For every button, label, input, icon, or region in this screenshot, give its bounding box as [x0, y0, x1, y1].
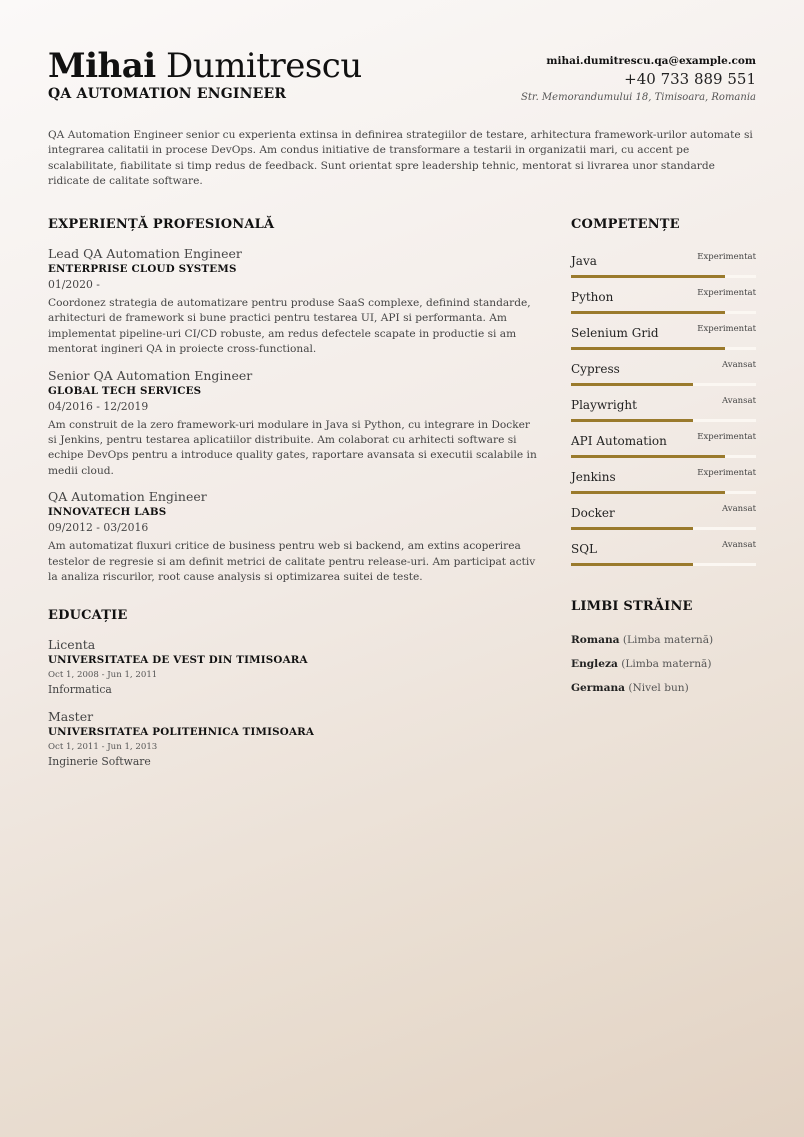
skill-level: Experimentat — [697, 432, 756, 442]
skill-bar — [571, 527, 756, 530]
language-item — [571, 652, 756, 676]
skill-bar-fill — [571, 419, 693, 422]
language-level: (Limba maternă) — [621, 658, 712, 670]
resume-header — [48, 46, 756, 116]
skill-bar-fill — [571, 311, 725, 314]
skill-bar — [571, 491, 756, 494]
skill-bar-fill — [571, 491, 725, 494]
skill-name: SQL — [571, 542, 598, 556]
skill-name: Cypress — [571, 362, 620, 376]
skill-item — [571, 284, 756, 320]
job-dates: 09/2012 - 03/2016 — [48, 521, 149, 535]
job-company: GLOBAL TECH SERVICES — [48, 384, 202, 397]
job-description: Coordonez strategia de automatizare pentru produse SaaS complexe, definind standarde, arhitecturi de framework si bune practici pentru testarea UI, API si performanta. Am implementat pipeline-uri CI/CD robuste, am redus defectele scapate in productie si am mentorat ingineri QA in proiecte cross-functional. — [48, 297, 531, 356]
language-item — [571, 676, 756, 700]
edu-dates: Oct 1, 2011 - Jun 1, 2013 — [48, 742, 158, 753]
skill-bar — [571, 419, 756, 422]
skill-name: Python — [571, 290, 614, 304]
edu-degree: Licenta — [48, 637, 96, 653]
skills-heading: COMPETENȚE — [571, 217, 680, 232]
education-item — [48, 637, 538, 697]
edu-dates: Oct 1, 2008 - Jun 1, 2011 — [48, 670, 158, 681]
job-dates: 04/2016 - 12/2019 — [48, 399, 149, 413]
skill-item — [571, 428, 756, 464]
last-name: Dumitrescu — [166, 46, 362, 86]
language-name: Engleza — [571, 658, 618, 670]
language-name: Germana — [571, 682, 626, 694]
skill-name: Java — [571, 254, 597, 268]
skill-level: Avansat — [722, 360, 756, 370]
job-description: Am construit de la zero framework-uri modulare in Java si Python, cu integrare in Docker si Jenkins, pentru testarea aplicatiilor distribuite. Am colaborat cu arhitecti software si echipe DevOps pentru a introduce quality gates, raportare avansata si executii scalabile in medii cloud. — [48, 418, 537, 477]
job-role: QA Automation Engineer — [48, 489, 207, 505]
skills-list — [571, 248, 756, 572]
edu-school: UNIVERSITATEA DE VEST DIN TIMISOARA — [48, 654, 308, 667]
skill-bar-fill — [571, 275, 725, 278]
skill-bar-fill — [571, 563, 693, 566]
job-dates: 01/2020 - — [48, 278, 100, 291]
phone-number[interactable]: +40 733 889 551 — [624, 70, 756, 88]
languages-section — [571, 598, 756, 700]
job-title: QA AUTOMATION ENGINEER — [48, 86, 287, 102]
edu-field: Informatica — [48, 683, 112, 697]
skill-level: Experimentat — [697, 324, 756, 334]
language-level: (Limba maternă) — [622, 634, 714, 646]
skill-bar — [571, 383, 756, 386]
skill-bar-fill — [571, 455, 725, 458]
skill-level: Experimentat — [697, 252, 756, 262]
skill-name: Docker — [571, 506, 615, 520]
skill-level: Experimentat — [697, 468, 756, 478]
skill-level: Avansat — [722, 504, 756, 514]
skill-name: API Automation — [571, 434, 667, 448]
first-name: Mihai — [48, 46, 156, 86]
sidebar-column — [571, 216, 756, 700]
education-item — [48, 709, 538, 769]
skill-item — [571, 500, 756, 536]
job-company: INNOVATECH LABS — [48, 506, 167, 519]
skill-name: Playwright — [571, 398, 637, 412]
address: Str. Memorandumului 18, Timisoara, Romania — [521, 92, 756, 103]
skill-bar — [571, 275, 756, 278]
edu-degree: Master — [48, 709, 94, 725]
skill-item — [571, 392, 756, 428]
main-column — [48, 216, 538, 769]
experience-item — [48, 368, 538, 480]
skill-item — [571, 356, 756, 392]
experience-heading: EXPERIENȚĂ PROFESIONALĂ — [48, 217, 275, 232]
skill-bar-fill — [571, 527, 693, 530]
skill-name: Selenium Grid — [571, 326, 659, 340]
skill-item — [571, 464, 756, 500]
job-role: Lead QA Automation Engineer — [48, 246, 242, 261]
experience-item — [48, 489, 538, 585]
skill-level: Experimentat — [697, 288, 756, 298]
skill-level: Avansat — [722, 540, 756, 550]
language-item — [571, 628, 756, 652]
language-name: Romana — [571, 634, 620, 646]
edu-school: UNIVERSITATEA POLITEHNICA TIMISOARA — [48, 726, 315, 739]
skill-item — [571, 536, 756, 572]
contact-info — [521, 54, 756, 105]
job-role: Senior QA Automation Engineer — [48, 367, 253, 383]
language-level: (Nivel bun) — [628, 682, 689, 694]
languages-list — [571, 628, 756, 700]
skill-item — [571, 320, 756, 356]
experience-item — [48, 246, 538, 358]
full-name — [48, 46, 362, 86]
job-description: Am automatizat fluxuri critice de business pentru web si backend, am extins acoperirea testelor de regresie si am definit metrici de calitate pentru release-uri. Am participat activ la analiza riscurilor, root cause analysis si optimizarea suitei de teste. — [48, 540, 536, 584]
edu-field: Inginerie Software — [48, 755, 151, 769]
skill-bar — [571, 347, 756, 350]
job-company: ENTERPRISE CLOUD SYSTEMS — [48, 263, 237, 275]
skill-item — [571, 248, 756, 284]
languages-heading: LIMBI STRĂINE — [571, 599, 693, 614]
skill-bar — [571, 455, 756, 458]
education-heading: EDUCAȚIE — [48, 608, 128, 624]
skill-bar — [571, 311, 756, 314]
skill-name: Jenkins — [571, 470, 616, 484]
skill-bar — [571, 563, 756, 566]
skill-bar-fill — [571, 383, 693, 386]
education-section — [48, 607, 538, 769]
profile-summary: QA Automation Engineer senior cu experienta extinsa in definirea strategiilor de testare, arhitectura framework-urilor automate si integrarea calitatii in procese DevOps. Am condus initiative de transformare a testarii in organizatii mari, cu accent pe scalabilitate, fiabilitate si timp redus de feedback. Sunt orientat spre leadership tehnic, mentorat si livrarea unor standarde ridicate de calitate software. — [48, 129, 753, 188]
skill-bar-fill — [571, 347, 725, 350]
skill-level: Avansat — [722, 396, 756, 406]
email-link[interactable]: mihai.dumitrescu.qa@example.com — [546, 55, 756, 67]
